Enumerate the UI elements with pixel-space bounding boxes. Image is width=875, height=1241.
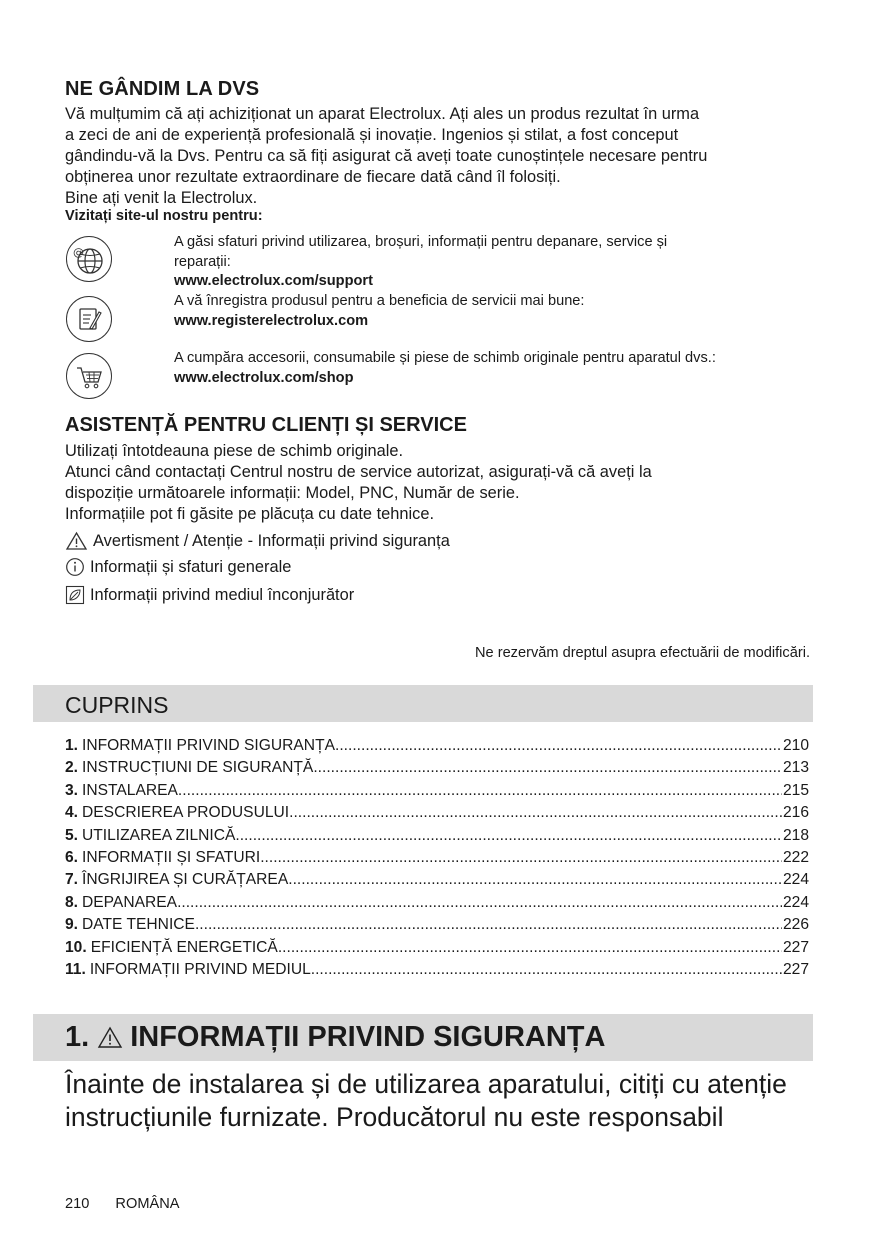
- section-title: [65, 1021, 605, 1054]
- intro-paragraph: [65, 104, 825, 209]
- section-number: 1.: [65, 1021, 90, 1053]
- intro-line: a zeci de ani de experiență profesională și inovație. Ingenios și stilat, a fost conceput: [65, 126, 679, 144]
- table-of-contents: [65, 735, 809, 981]
- toc-item-label: EFICIENȚĂ ENERGETICĂ: [90, 938, 278, 956]
- toc-item-page: 226: [782, 916, 809, 934]
- rights-note: Ne rezervăm dreptul asupra efectuării de modificări.: [475, 645, 810, 661]
- intro-line: Bine ați venit la Electrolux.: [65, 189, 258, 207]
- warning-triangle-icon: [65, 531, 88, 551]
- toc-item-leader: [260, 847, 782, 869]
- toc-item[interactable]: [65, 869, 809, 891]
- environment-leaf-icon: [65, 585, 85, 605]
- toc-item-number: 10.: [65, 938, 87, 956]
- customer-line: dispoziție următoarele informații: Model, PNC, Număr de serie.: [65, 484, 520, 502]
- svg-text:@: @: [73, 246, 84, 259]
- toc-item-page: 224: [782, 871, 809, 889]
- toc-item-number: 8.: [65, 893, 79, 911]
- page-footer: [65, 1196, 179, 1212]
- toc-item-label: UTILIZAREA ZILNICĂ: [82, 826, 236, 844]
- toc-item-label: DEPANAREA: [82, 893, 178, 911]
- support-text: A găsi sfaturi privind utilizarea, broșuri, informații pentru depanare, service și: [174, 234, 668, 250]
- customer-line: Informațiile pot fi găsite pe plăcuța cu date tehnice.: [65, 505, 435, 523]
- intro-line: obținerea unor rezultate extraordinare de fiecare dată când îl folosiți.: [65, 168, 561, 186]
- toc-item-label: ÎNGRIJIREA ȘI CURĂȚAREA: [82, 871, 289, 889]
- toc-item-page: 215: [782, 781, 809, 799]
- toc-item-page: 227: [782, 938, 809, 956]
- toc-item-number: 5.: [65, 826, 79, 844]
- toc-item-label: INFORMAȚII ȘI SFATURI: [82, 848, 261, 866]
- register-link[interactable]: www.registerelectrolux.com: [174, 312, 369, 329]
- shop-text: A cumpăra accesorii, consumabile și piese de schimb originale pentru aparatul dvs.:: [174, 350, 716, 366]
- support-text: reparații:: [174, 253, 231, 270]
- register-notepad-icon: [66, 296, 112, 342]
- toc-item-number: 3.: [65, 781, 79, 799]
- toc-item[interactable]: [65, 802, 809, 824]
- toc-item-number: 9.: [65, 916, 79, 934]
- legend-environment-text: Informații privind mediul înconjurător: [90, 586, 355, 604]
- register-text: A vă înregistra produsul pentru a beneficia de servicii mai bune:: [174, 293, 585, 309]
- toc-item-label: INSTRUCȚIUNI DE SIGURANȚĂ: [82, 759, 314, 777]
- section-title-text: INFORMAȚII PRIVIND SIGURANȚA: [130, 1021, 606, 1053]
- shopping-cart-icon: [66, 353, 112, 399]
- toc-item-page: 224: [782, 893, 809, 911]
- intro-line: Vă mulțumim că ați achiziționat un aparat Electrolux. Ați ales un produs rezultat în urma: [65, 105, 700, 123]
- section-line: instrucțiunile furnizate. Producătorul nu este responsabil: [65, 1102, 724, 1132]
- page-heading: NE GÂNDIM LA DVS: [65, 78, 260, 100]
- shop-link[interactable]: www.electrolux.com/shop: [174, 369, 354, 386]
- toc-item-page: 210: [782, 737, 809, 754]
- toc-item-number: 11.: [65, 960, 86, 978]
- legend-info: [65, 557, 291, 577]
- legend-info-text: Informații și sfaturi generale: [90, 558, 292, 576]
- toc-item[interactable]: [65, 959, 809, 981]
- toc-item[interactable]: [65, 914, 809, 936]
- warning-triangle-icon: [97, 1026, 123, 1049]
- toc-item[interactable]: [65, 847, 809, 869]
- toc-item-label: DATE TEHNICE: [82, 916, 195, 934]
- visit-label: Vizitați site-ul nostru pentru:: [65, 208, 263, 224]
- globe-icon: [66, 236, 112, 282]
- shop-service: [174, 349, 774, 388]
- toc-item-number: 7.: [65, 871, 79, 889]
- toc-item[interactable]: [65, 892, 809, 914]
- toc-item-page: 216: [782, 804, 809, 822]
- toc-item-leader: [178, 780, 782, 802]
- toc-item[interactable]: [65, 757, 809, 779]
- toc-item-leader: [195, 914, 782, 936]
- toc-header-bar: [33, 685, 813, 722]
- toc-item-page: 227: [782, 960, 809, 978]
- toc-item-leader: [278, 937, 782, 959]
- toc-item-page: 213: [782, 759, 809, 777]
- toc-item-leader: [235, 825, 782, 847]
- page-number: 210: [65, 1196, 90, 1212]
- toc-item-leader: [335, 735, 782, 757]
- legend-environment: [65, 585, 354, 605]
- customer-line: Utilizați întotdeauna piese de schimb originale.: [65, 442, 404, 460]
- toc-item[interactable]: [65, 735, 809, 757]
- section-intro: [65, 1068, 845, 1134]
- toc-item-leader: [313, 757, 782, 779]
- toc-item-page: 218: [782, 826, 809, 844]
- register-service: [174, 292, 774, 331]
- footer-language: ROMÂNA: [115, 1196, 180, 1212]
- customer-service-heading: ASISTENȚĂ PENTRU CLIENȚI ȘI SERVICE: [65, 414, 467, 436]
- legend-warning: [65, 531, 450, 551]
- support-link[interactable]: www.electrolux.com/support: [174, 273, 373, 289]
- toc-item-leader: [177, 892, 782, 914]
- legend-warning-text: Avertisment / Atenție - Informații privind siguranța: [93, 532, 450, 550]
- toc-item-number: 1.: [65, 737, 79, 754]
- customer-service-paragraph: [65, 441, 825, 525]
- customer-line: Atunci când contactați Centrul nostru de service autorizat, asigurați-vă că aveți la: [65, 463, 652, 481]
- toc-item-number: 6.: [65, 848, 79, 866]
- toc-title: CUPRINS: [65, 692, 169, 718]
- toc-item-leader: [289, 802, 782, 824]
- section-line: Înainte de instalarea și de utilizarea aparatului, citiți cu atenție: [65, 1069, 787, 1099]
- toc-item-leader: [311, 959, 782, 981]
- toc-item-page: 222: [782, 848, 809, 866]
- section-header-bar: [33, 1014, 813, 1061]
- toc-item-label: DESCRIEREA PRODUSULUI: [82, 804, 290, 822]
- toc-item-label: INSTALAREA: [82, 781, 178, 799]
- toc-item[interactable]: [65, 937, 809, 959]
- support-service: [174, 233, 774, 292]
- toc-item-leader: [288, 869, 782, 891]
- toc-item[interactable]: [65, 825, 809, 847]
- toc-item-label: INFORMAȚII PRIVIND MEDIUL: [89, 960, 311, 978]
- toc-item-number: 4.: [65, 804, 79, 822]
- toc-item-label: INFORMAȚII PRIVIND SIGURANȚA: [82, 737, 335, 754]
- toc-item[interactable]: [65, 780, 809, 802]
- toc-item-number: 2.: [65, 759, 79, 777]
- info-circle-icon: [65, 557, 85, 577]
- intro-line: gândindu-vă la Dvs. Pentru ca să fiți asigurat că aveți toate cunoștințele necesare pentru: [65, 147, 708, 165]
